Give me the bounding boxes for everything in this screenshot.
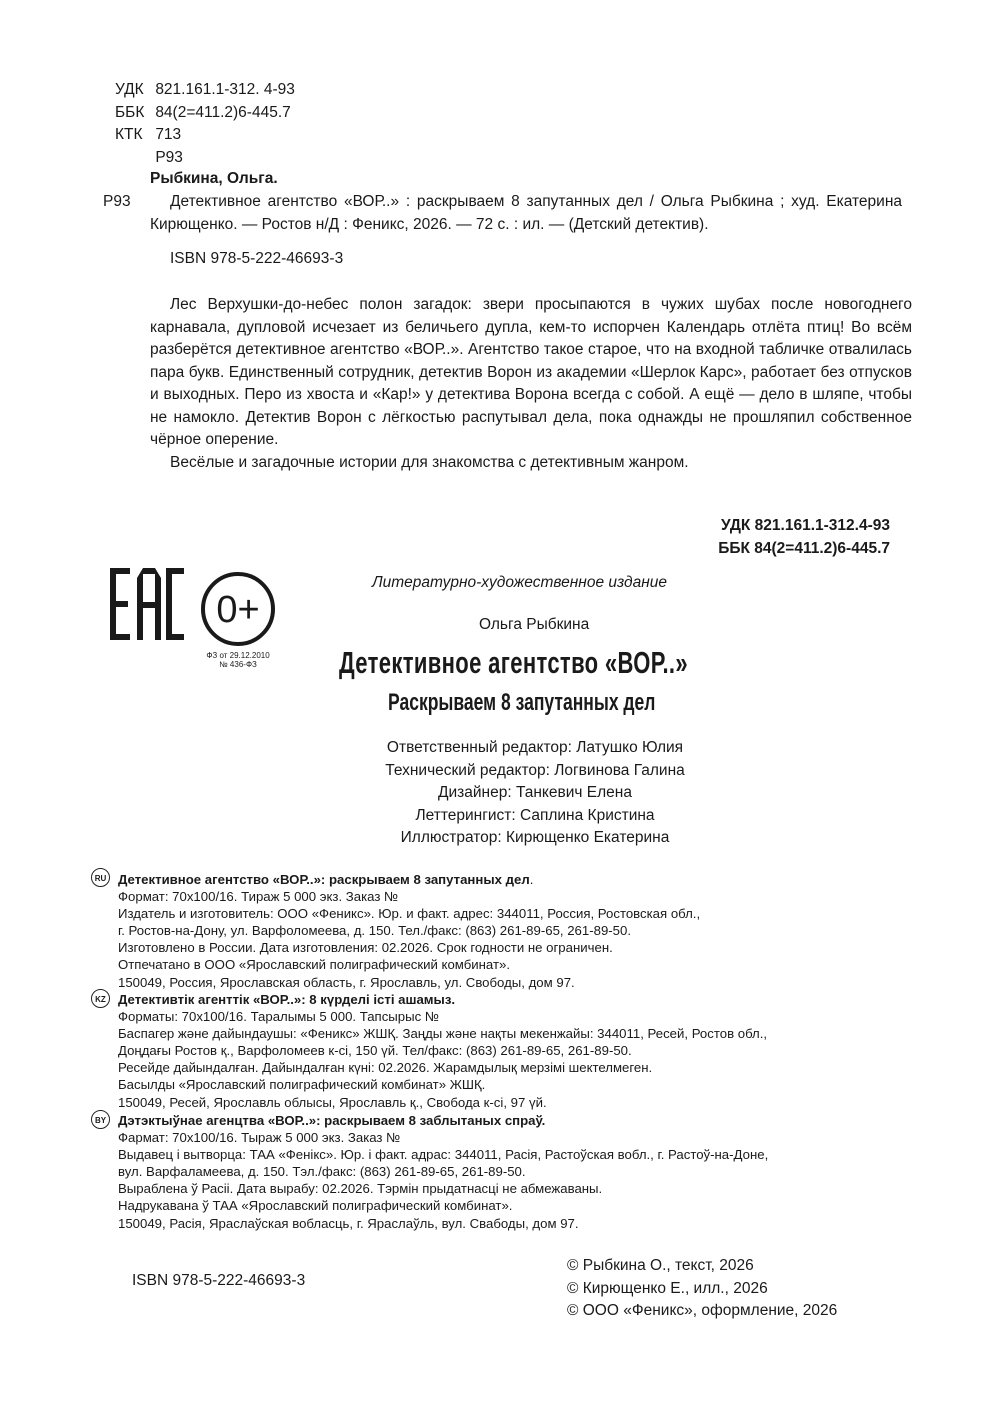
section-heading: Детективтік агенттік «ВОР..»: 8 күрделі істі ашамыз. [118, 992, 456, 1007]
side-code: Р93 [103, 193, 131, 210]
language-badge-ru: RU [91, 868, 110, 887]
imprint-line: Формат: 70х100/16. Тираж 5 000 экз. Заказ № [118, 889, 399, 905]
author-heading: Рыбкина, Ольга. [150, 170, 278, 187]
imprint-line: 150049, Расія, Яраслаўская вобласць, г. Яраслаўль, вул. Свабоды, дом 97. [118, 1215, 579, 1231]
imprint-line: Отпечатано в ООО «Ярославский полиграфический комбинат». [118, 957, 510, 973]
imprint-line: Выраблена ў Расіі. Дата вырабу: 02.2026. Тэрмін прыдатнасці не абмежаваны. [118, 1181, 603, 1197]
udk-code: УДК 821.161.1-312. 4-93 [115, 81, 295, 98]
imprint-line: г. Ростов-на-Дону, ул. Варфоломеева, д. 150. Тел./факс: (863) 261-89-65, 261-89-50. [118, 923, 632, 939]
annotation-paragraph: Весёлые и загадочные истории для знакомства с детективным жанром. [170, 453, 689, 471]
language-badge-kz: KZ [91, 989, 110, 1008]
copyright-line: © Кирющенко Е., илл., 2026 [567, 1279, 768, 1297]
imprint-section-by [118, 1112, 768, 1232]
copyright-line: © Рыбкина О., текст, 2026 [567, 1257, 754, 1274]
imprint-line: Выдавец і вытворца: ТАА «Фенікс». Юр. і факт. адрас: 344011, Расія, Растоўская вобл., г. Растоў-на-Доне, [118, 1147, 769, 1163]
udk-bottom: УДК 821.161.1-312.4-93 [721, 517, 890, 534]
heading-tail: . [529, 872, 534, 887]
age-rating-badge [200, 571, 280, 651]
imprint-line: 150049, Ресей, Ярославль облысы, Ярославль қ., Свобода к-сі, 97 үй. [118, 1094, 547, 1110]
imprint-line: Надрукавана ў ТАА «Ярославский полиграфический комбинат». [118, 1198, 513, 1214]
imprint-line: Издатель и изготовитель: ООО «Феникс». Юр. и факт. адрес: 344011, Россия, Ростовская обл., [118, 906, 701, 922]
copyright-line: © ООО «Феникс», оформление, 2026 [567, 1302, 838, 1319]
language-badge-by: BY [91, 1110, 110, 1129]
credit-line: Леттерингист: Саплина Кристина [415, 806, 655, 824]
isbn-bottom: ISBN 978-5-222-46693-3 [132, 1272, 306, 1289]
bibliographic-description: Детективное агентство «ВОР..» : раскрываем 8 запутанных дел / Ольга Рыбкина ; худ. Екатерина Кирющенко. — Ростов н/Д : Феникс, 2026. — 72 с. : ил. — (Детский детектив). [150, 193, 902, 233]
edition-type: Литературно-художественное издание [372, 574, 667, 591]
credit-line: Технический редактор: Логвинова Галина [385, 761, 685, 779]
bbk-bottom: ББК 84(2=411.2)6-445.7 [718, 540, 890, 557]
credits [300, 737, 770, 850]
imprint-line: Басылды «Ярославский полиграфический комбинат» ЖШҚ. [118, 1077, 486, 1093]
author-sign: Р93 [155, 148, 183, 166]
section-heading: Дэтэктыўнае агенцтва «ВОР..»: раскрываем 8 заблытаных спраў. [118, 1113, 546, 1128]
annotation [150, 294, 912, 474]
classification-bottom [718, 514, 890, 560]
isbn-top: ISBN 978-5-222-46693-3 [170, 250, 344, 267]
credit-line: Дизайнер: Танкевич Елена [438, 784, 632, 801]
imprint-section-kz [118, 991, 767, 1111]
book-subtitle: Раскрываем 8 запутанных дел [388, 689, 656, 716]
copyrights [567, 1255, 837, 1323]
law-line: № 436-ФЗ [219, 660, 257, 669]
section-heading: Детективное агентство «ВОР..»: раскрываем 8 запутанных дел [118, 872, 530, 887]
law-line: ФЗ от 29.12.2010 [206, 651, 270, 660]
imprint-line: Доңдағы Ростов қ., Варфоломеев к-сі, 150 үй. Тел/факс: (863) 261-89-65, 261-89-50. [118, 1043, 632, 1059]
imprint-line: Изготовлено в России. Дата изготовления: 02.2026. Срок годности не ограничен. [118, 940, 613, 956]
ktk-code: КТК 713 [115, 126, 182, 143]
age-rating-text: 0+ [216, 589, 260, 631]
imprint-section-ru [118, 871, 700, 991]
bbk-code: ББК 84(2=411.2)6-445.7 [115, 103, 291, 121]
imprint-line: Ресейде дайындалған. Дайындалған күні: 02.2026. Жарамдылық мерзімі шектелмеген. [118, 1060, 653, 1076]
eac-mark-icon [110, 568, 184, 640]
annotation-paragraph: Лес Верхушки-до-небес полон загадок: звери просыпаются в чужих шубах после новогоднего карнавала, дупловой исчезает из беличьего дупла, кем-то испорчен Календарь отлёта птиц! Во всём разберётся детективное агентство «ВОР..». Агентство такое старое, что на входной табличке отвалилась пара букв. Единственный сотрудник, детектив Ворон из академии «Шерлок Карс», работает без отпусков и выходных. Перо из хвоста и «Кар!» у детектива Ворона всегда с собой. А ещё — дело в шляпе, чтобы не намокло. Детектив Ворон с лёгкостью распутывал дела, пока однажды не прошляпил собственное чёрное оперение. [150, 296, 912, 448]
imprint-line: вул. Варфаламеева, д. 150. Тэл./факс: (863) 261-89-65, 261-89-50. [118, 1164, 526, 1180]
imprint-line: 150049, Россия, Ярославская область, г. Ярославль, ул. Свободы, дом 97. [118, 974, 575, 990]
author-name: Ольга Рыбкина [479, 616, 590, 633]
imprint-line: Баспагер және дайындаушы: «Феникс» ЖШҚ. Заңды және нақты мекенжайы: 344011, Ресей, Ростов обл., [118, 1026, 768, 1042]
credit-line: Иллюстратор: Кирющенко Екатерина [400, 829, 670, 846]
book-title: Детективное агентство «ВОР..» [339, 645, 688, 680]
library-codes [115, 79, 295, 169]
law-reference [203, 651, 273, 669]
imprint-line: Фармат: 70х100/16. Тыраж 5 000 экз. Заказ № [118, 1130, 401, 1146]
credit-line: Ответственный редактор: Латушко Юлия [386, 739, 684, 756]
imprint-line: Форматы: 70х100/16. Таралымы 5 000. Тапсырыс № [118, 1009, 439, 1025]
